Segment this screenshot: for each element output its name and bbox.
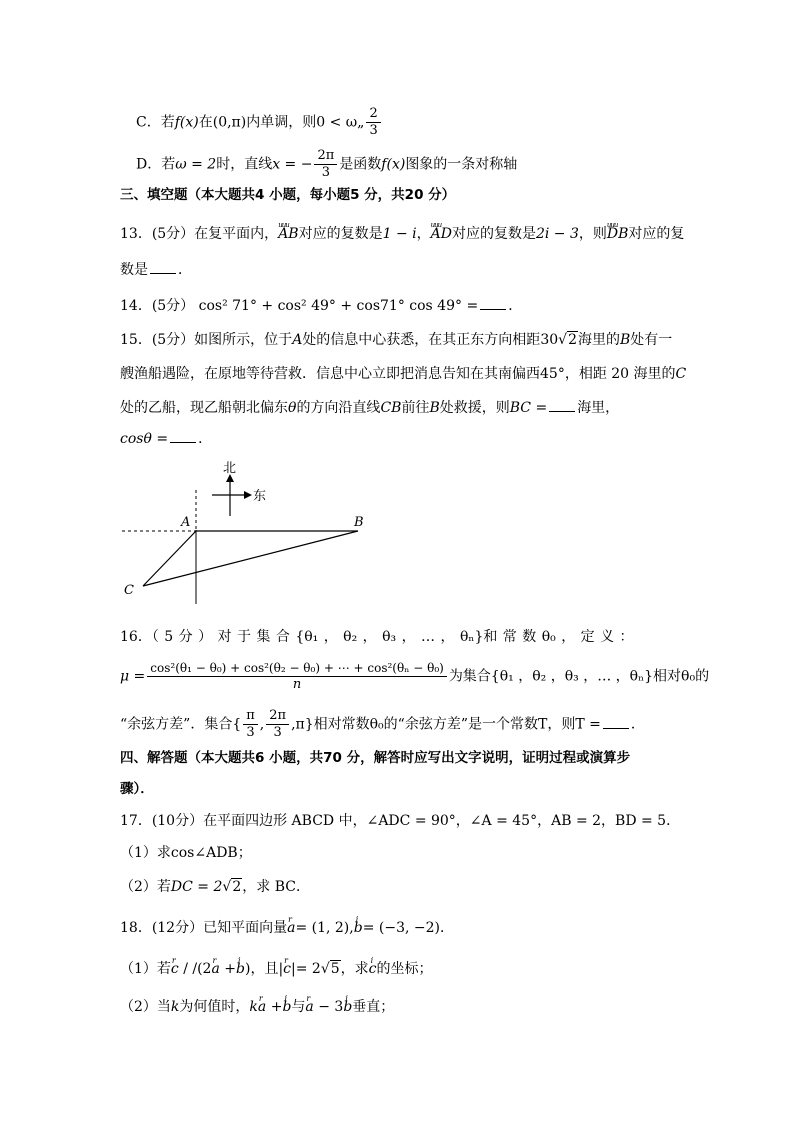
vector-ab: uuu AB: [278, 224, 298, 244]
fraction-two-pi-thirds: $\frac{2\pi}{3}$: [314, 148, 337, 181]
option-c: C．若f(x)在(0,π)内单调，则0 < ω„ $\frac{2}{3}$: [136, 106, 383, 139]
variance-fraction: $\frac{\text{cos²(θ₁ − θ₀) + cos²(θ₂ − θ₀) + ⋯ + cos²(θₙ − θ₀)}}{n}$: [147, 660, 447, 693]
section-4-title-line-2: 骤）．: [120, 781, 154, 797]
question-13-line-2: 数是 ．: [120, 259, 192, 280]
fraction-pi-thirds: $\frac{\pi}{3}$: [243, 708, 258, 741]
question-16-line-3: “余弦方差”．集合{ $\frac{\pi}{3}$ , $\frac{2\pi}{3}$ ,π}相对常数θ₀的“余弦方差”是一个常数T，则T = ．: [120, 708, 645, 740]
question-17-part-2: （2）若DC = 2√2，求 BC．: [120, 879, 310, 895]
question-15-line-1: 15．(5分）如图所示，位于A处的信息中心获悉，在其正东方向相距30√2海里的B处有一: [120, 332, 673, 348]
math-interval: (0,π): [212, 114, 247, 131]
answer-blank: [603, 714, 629, 729]
question-17-part-1: （1）求cos∠ADB；: [120, 845, 252, 861]
vector-db: uuu DB: [607, 224, 629, 244]
section-3-title: 三、填空题（本大题共4 小题，每小题5 分，共20 分）: [120, 187, 456, 203]
segment-cb: [143, 531, 358, 586]
question-15-line-3: 处的乙船，现乙船朝北偏东θ的方向沿直线CB前往B处救援，则BC = 海里，: [120, 397, 619, 418]
section-4-title-line-1: 四、解答题（本大题共6 小题，共70 分，解答时应写出文字说明，证明过程或演算步: [120, 750, 631, 766]
point-c-label: C: [124, 583, 134, 598]
question-18: 18．(12分）已知平面向量r a= (1, 2),i b= (−3, −2)．: [120, 918, 454, 938]
question-18-part-1: （1）若r c / /(2r a +i b)，且|r c|= 2√5，求i c的坐标；: [120, 959, 433, 979]
math-ineq: 0 < ω„: [316, 114, 365, 131]
fraction-two-pi-thirds-set: $\frac{2\pi}{3}$: [266, 708, 289, 741]
vector-b: i b: [354, 918, 363, 938]
point-a-label: A: [181, 515, 191, 530]
math-fx: f(x): [174, 114, 199, 131]
question-13-line-1: 13．(5分）在复平面内，uuu AB对应的复数是1 − i，uuu AD对应的复数是2i − 3，则uuu DB对应的复: [120, 224, 684, 244]
vector-ad: uuu AD: [431, 224, 452, 244]
question-15-line-4: cosθ = ．: [120, 428, 212, 449]
question-17: 17．(10分）在平面四边形 ABCD 中，∠ADC = 90°，∠A = 45°，AB = 2，BD = 5．: [120, 813, 681, 829]
north-label: 北: [223, 461, 237, 476]
fraction-two-thirds: $\frac{2}{3}$: [366, 106, 380, 139]
question-15-line-2: 艘渔船遇险，在原地等待营救．信息中心立即把消息告知在其南偏西45°，相距 20 海里的C: [120, 366, 687, 382]
question-18-part-2: （2）当k为何值时，kr a +i b与r a − 3i b垂直；: [120, 997, 394, 1017]
vector-a: r a: [287, 918, 295, 938]
point-b-label: B: [354, 515, 364, 530]
segment-ac: [143, 531, 196, 586]
east-label: 东: [253, 489, 267, 504]
question-16-line-2: μ = $\frac{\text{cos²(θ₁ − θ₀) + cos²(θ₂ − θ₀) + ⋯ + cos²(θₙ − θ₀)}}{n}$ 为集合{θ₁ ，θ₂ ，θ₃ ，… ，θₙ}相对θ₀的: [120, 661, 710, 692]
option-d: D．若ω = 2时，直线x = − $\frac{2\pi}{3}$ 是函数f(x)图象的一条对称轴: [136, 148, 518, 180]
question-14: 14．(5分） cos² 71° + cos² 49° + cos71° cos 49° = ．: [120, 295, 522, 316]
question-16-line-1: 16．（ 5 分 ） 对 于 集 合 {θ₁ ， θ₂ ， θ₃ ， … ， θₙ}和 常 数 θ₀ ， 定 义 ：: [120, 629, 634, 645]
east-arrowhead: [244, 491, 252, 499]
